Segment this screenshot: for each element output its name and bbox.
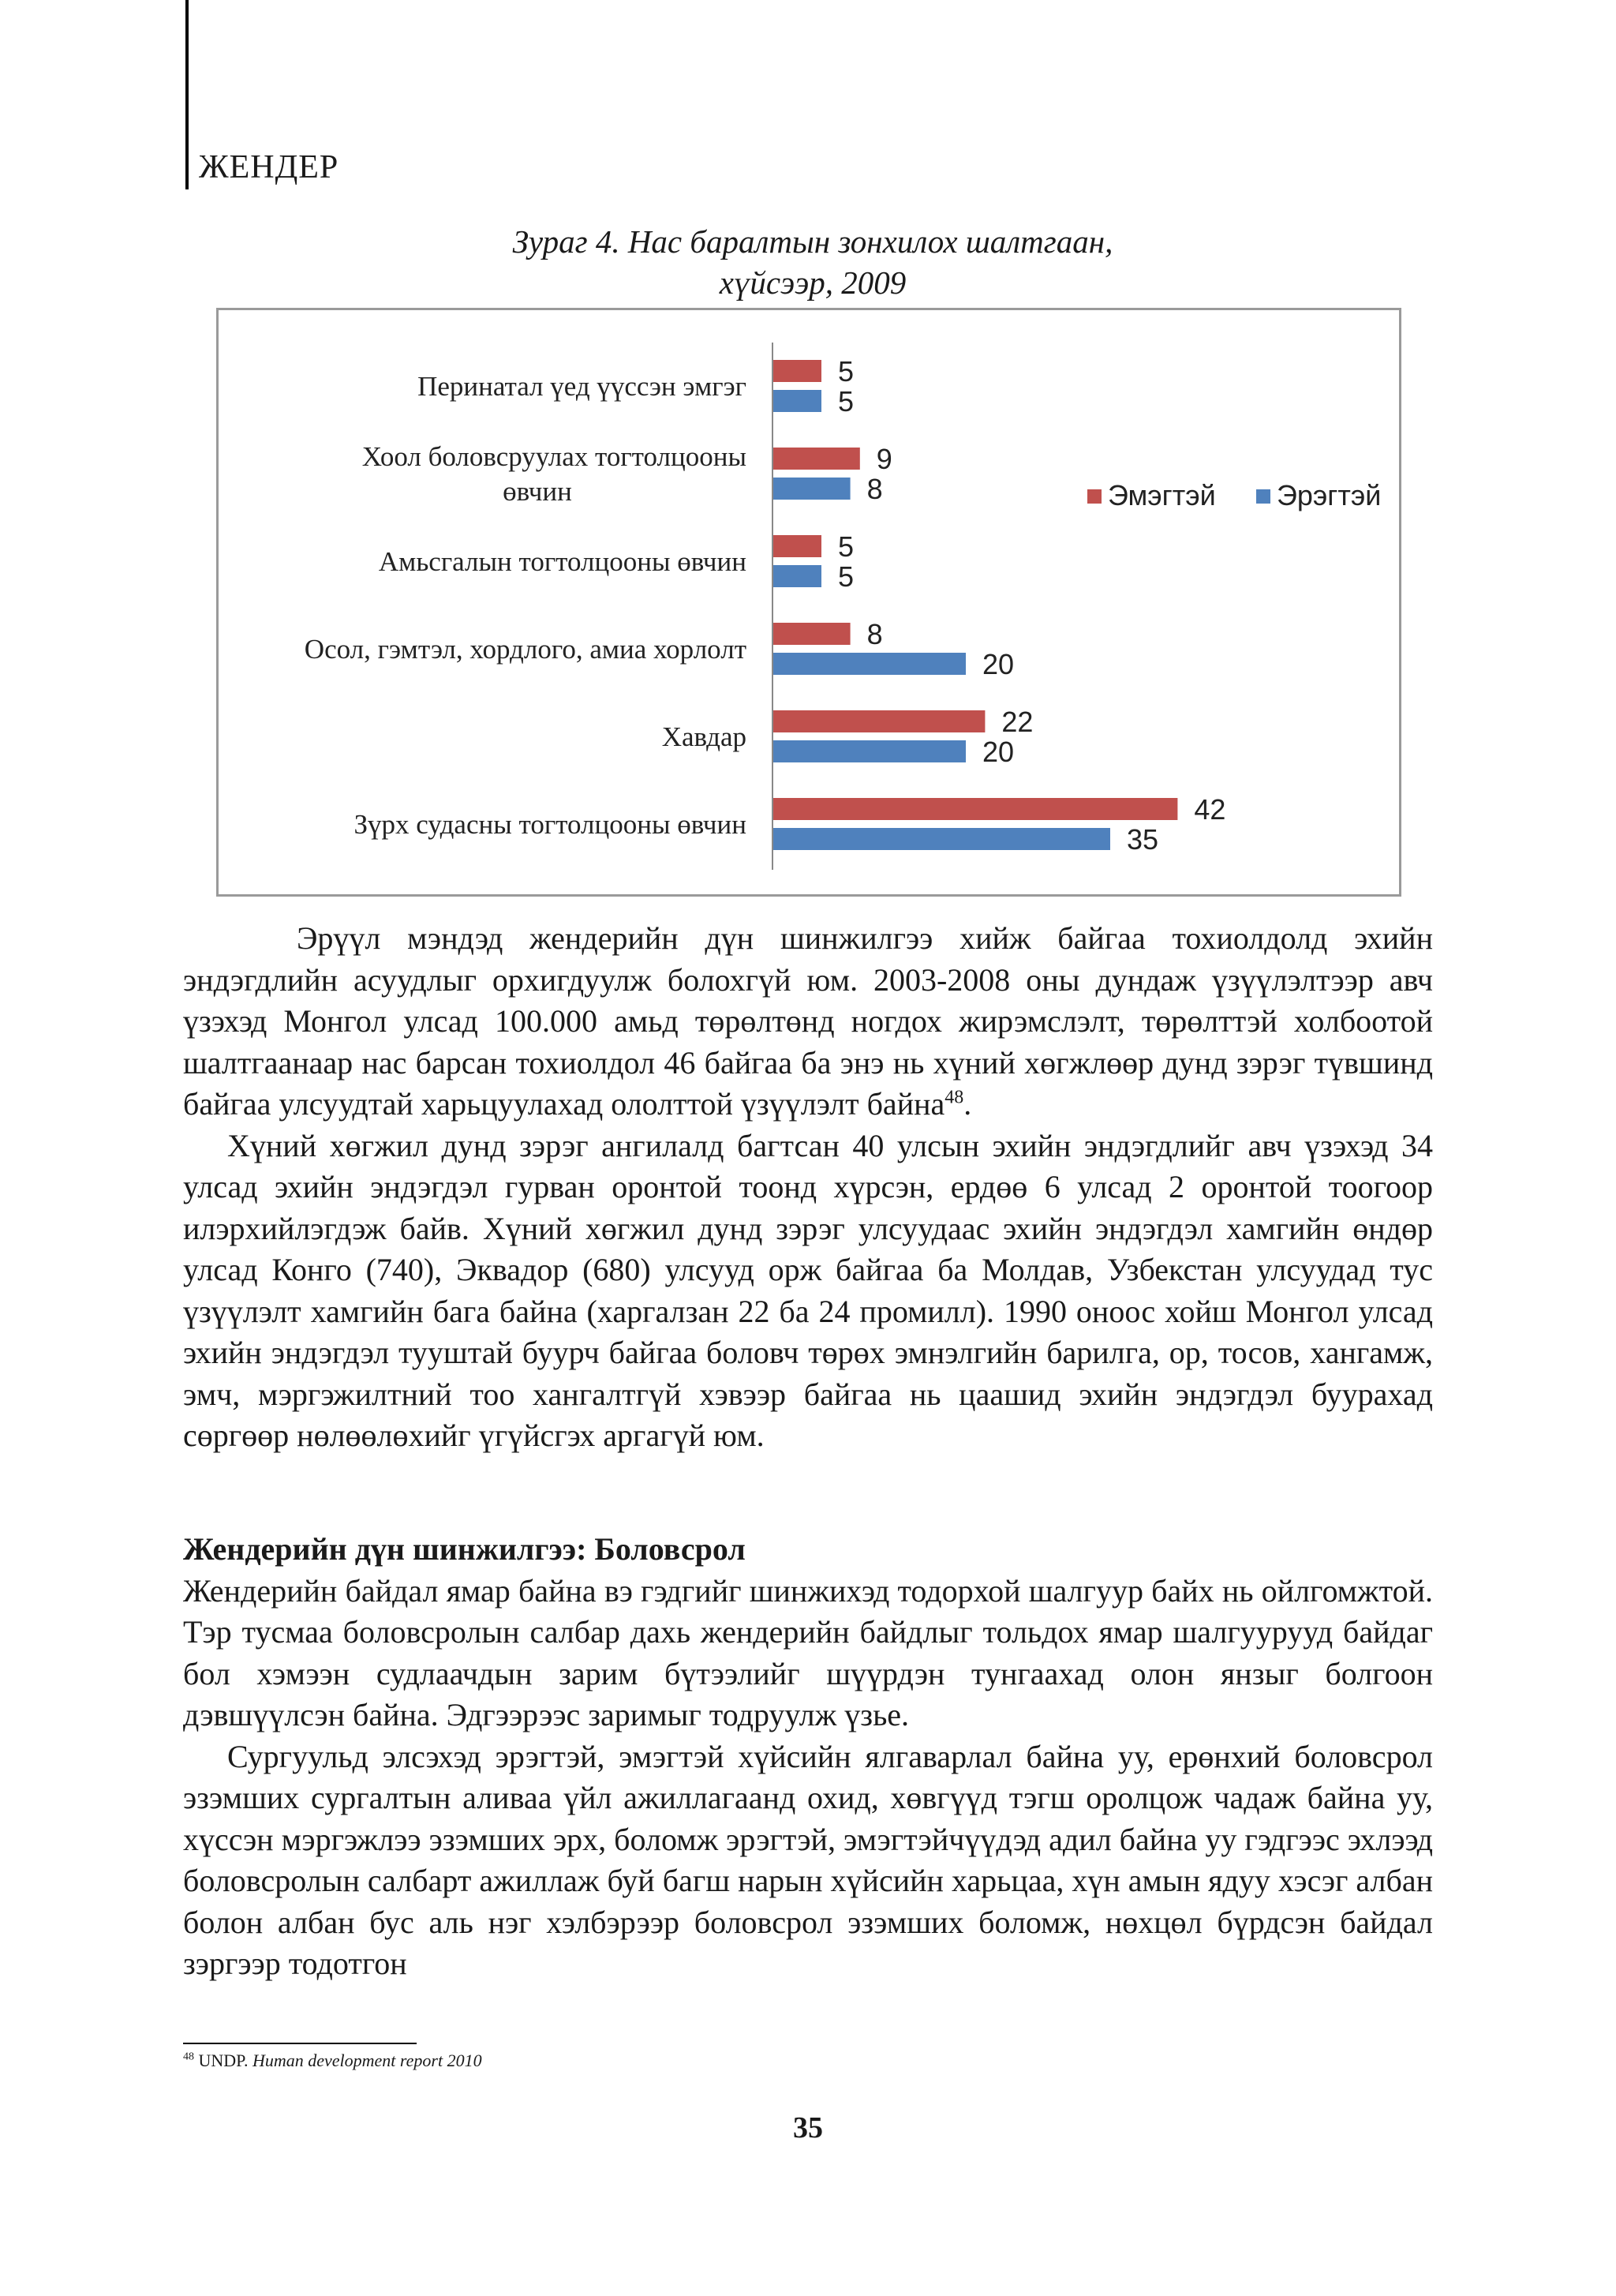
bar-male-2	[773, 478, 851, 500]
footnote-rule	[183, 2043, 417, 2044]
page-number: 35	[793, 2111, 823, 2144]
body-section-1	[183, 918, 1433, 1457]
category-label-6: Зүрх судасны тогтолцооны өвчин	[354, 809, 746, 840]
category-label-5: Хавдар	[661, 721, 746, 752]
body-section-2	[183, 1529, 1433, 1985]
value-label-female-4: 8	[866, 618, 883, 650]
paragraph-1: Эрүүл мэндэд жендерийн дүн шинжилгээ хийж байгаа тохиолдолд эхийн эндэгдлийн асуудлыг орхигдуулж болохгүй юм. 2003-2008 оны дундаж үзүүлэлтээр авч үзэхэд Монгол улсад 100.000 амьд төрөлтөнд ногдох жирэмслэлт, төрөлттэй холбоотой шалтгаанаар нас барсан тохиолдол 46 байгаа ба энэ нь хүний хөгжлөөр дунд зэрэг түвшинд байгаа улсуудтай харьцуулахад ололттой үзүүлэлт байна$^{48}$.	[183, 920, 1433, 1122]
figure-caption-line-2: хүйсээр, 2009	[719, 264, 907, 301]
value-label-male-1: 5	[838, 385, 855, 418]
bar-female-4	[773, 623, 851, 645]
value-label-female-2: 9	[876, 443, 892, 475]
figure-caption	[442, 221, 1184, 303]
value-label-male-6: 35	[1127, 823, 1159, 856]
value-label-female-6: 42	[1194, 793, 1226, 826]
value-label-male-2: 8	[866, 473, 883, 505]
bar-male-6	[773, 828, 1110, 850]
bar-male-3	[773, 565, 821, 587]
category-label-4: Осол, гэмтэл, хордлого, амиа хорлолт	[304, 634, 746, 665]
category-label-3: Амьсгалын тогтолцооны өвчин	[378, 546, 746, 577]
paragraph-4: Сургуульд элсэхэд эрэгтэй, эмэгтэй хүйсийн ялгаварлал байна уу, ерөнхий боловсрол эзэмших сургалтын аливаа үйл ажиллагаанд охид, хөвгүүд тэгш оролцож чадаж байна уу, хүссэн мэргэжлээ эзэмших эрх, боломж эрэгтэй, эмэгтэйчүүдэд адил байна уу гэдгээс эхлээд боловсролын салбарт ажиллаж буй багш нарын хүйсийн харьцаа, хүн амын ядуу хэсэг албан болон албан бус аль нэг хэлбэрээр боловсрол эзэмших боломж, нөхцөл бүрдсэн байдал зэргээр тодотгон	[183, 1738, 1433, 1981]
value-label-female-3: 5	[838, 530, 855, 563]
value-label-male-4: 20	[982, 648, 1015, 680]
bar-female-3	[773, 535, 821, 557]
section-heading: Жендерийн дүн шинжилгээ: Боловсрол	[183, 1531, 746, 1567]
bar-male-5	[773, 740, 966, 762]
footnote-ref-48: 48	[945, 1087, 964, 1108]
value-label-female-1: 5	[838, 355, 855, 388]
value-label-female-5: 22	[1001, 706, 1034, 738]
figure-caption-line-1: Зураг 4. Нас баралтын зонхилох шалтгаан,	[512, 223, 1113, 260]
category-label-2-line-2: өвчин	[503, 476, 572, 507]
paragraph-3: Жендерийн байдал ямар байна вэ гэдгийг шинжихэд тодорхой шалгуур байх нь ойлгомжтой. Тэр тусмаа боловсролын салбар дахь жендерийн байдлыг тольдох ямар шалгуурууд байдаг бол хэмээн судлаачдын зарим бүтээлийг шүүрдэн тунгаахад олон янзыг болгоон дэвшүүлсэн байна. Эдгээрээс заримыг тодруулж үзье.	[183, 1572, 1433, 1732]
category-label-2-line-1: Хоол боловсруулах тогтолцооны	[361, 441, 746, 472]
bar-male-1	[773, 390, 821, 412]
category-label-1: Перинатал үед үүссэн эмгэг	[417, 371, 746, 402]
bar-female-5	[773, 710, 985, 732]
bar-female-6	[773, 798, 1177, 820]
legend-label-female: Эмэгтэй	[1108, 479, 1216, 511]
bar-chart	[216, 308, 1401, 897]
bar-female-2	[773, 448, 860, 470]
bar-male-4	[773, 653, 966, 675]
bar-female-1	[773, 360, 821, 382]
value-label-male-3: 5	[838, 560, 855, 593]
legend-swatch-male	[1256, 489, 1270, 504]
legend-label-male: Эрэгтэй	[1277, 479, 1382, 511]
footnote: $^{48}$ UNDP. Human development report 2010	[183, 2051, 482, 2070]
value-label-male-5: 20	[982, 736, 1015, 768]
section-title: ЖЕНДЕР	[199, 149, 339, 185]
header-rule	[185, 0, 189, 189]
legend-swatch-female	[1087, 489, 1102, 504]
paragraph-2: Хүний хөгжил дунд зэрэг ангилалд багтсан 40 улсын эхийн эндэгдлийг авч үзэхэд 34 улсад эхийн эндэгдэл гурван оронтой тоонд хүрсэн, ердөө 6 улсад 2 оронтой тоогоор илэрхийлэгдэж байв. Хүний хөгжил дунд зэрэг улсуудаас эхийн эндэгдэл хамгийн өндөр улсад Конго (740), Эквадор (680) улсууд орж байгаа ба Молдав, Узбекстан улсуудад тус үзүүлэлт хамгийн бага байна (харгалзан 22 ба 24 промилл). 1990 оноос хойш Монгол улсад эхийн эндэгдэл тууштай буурч байгаа боловч төрөх эмнэлгийн барилга, ор, тосов, хангамж, эмч, мэргэжилтний тоо хангалтгүй хэвээр байгаа нь цаашид эхийн эндэгдэл буурахад сөргөөр нөлөөлөхийг үгүйсгэх аргагүй юм.	[183, 1127, 1433, 1453]
